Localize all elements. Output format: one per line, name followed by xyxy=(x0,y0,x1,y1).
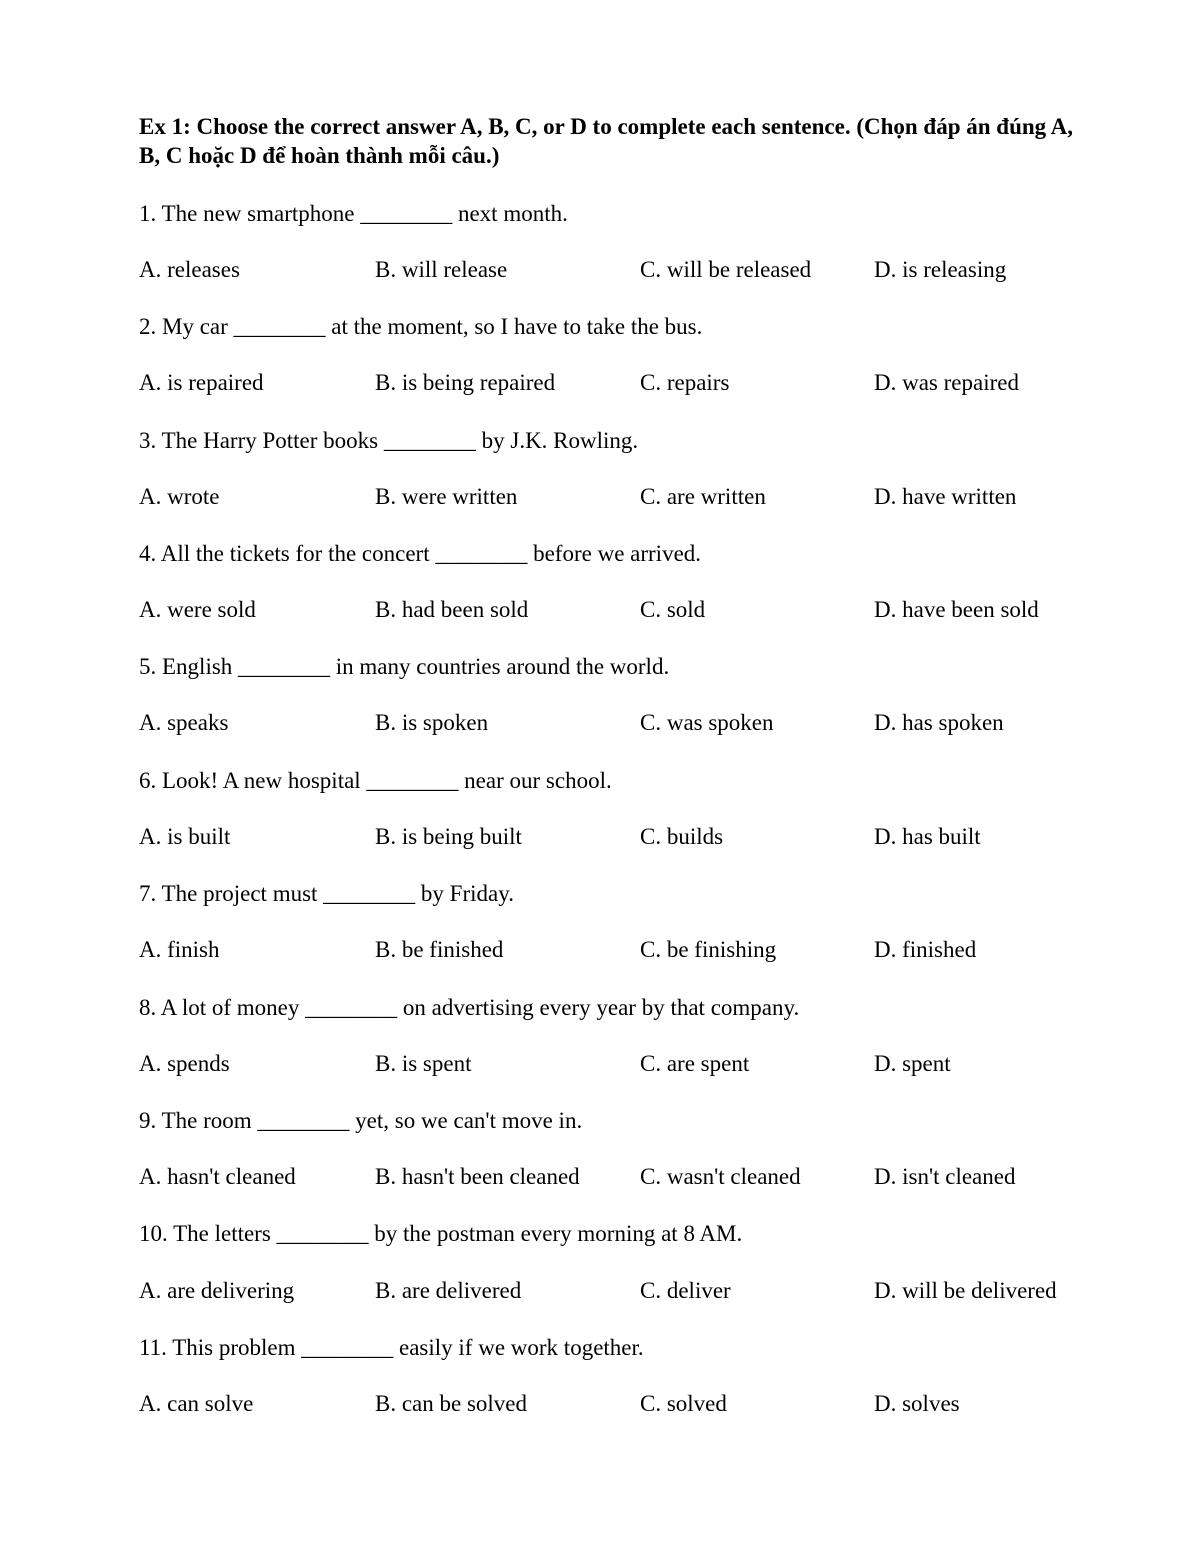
question-7: 7. The project must ________ by Friday. xyxy=(139,881,514,906)
question-9-option-d: D. isn't cleaned xyxy=(874,1164,1016,1189)
question-8-options xyxy=(139,1050,1099,1078)
question-10-option-d: D. will be delivered xyxy=(874,1278,1057,1303)
question-6: 6. Look! A new hospital ________ near our school. xyxy=(139,768,612,793)
question-5-options xyxy=(139,709,1099,737)
question-2-option-c: C. repairs xyxy=(640,370,730,395)
question-11-option-c: C. solved xyxy=(640,1391,727,1416)
question-7-option-b: B. be finished xyxy=(375,937,504,962)
question-6-option-a: A. is built xyxy=(139,824,231,849)
question-8-option-b: B. is spent xyxy=(375,1051,472,1076)
question-1-option-b: B. will release xyxy=(375,257,508,282)
question-11-option-d: D. solves xyxy=(874,1391,960,1416)
question-8-option-d: D. spent xyxy=(874,1051,951,1076)
question-10: 10. The letters ________ by the postman every morning at 8 AM. xyxy=(139,1221,743,1246)
question-5-option-d: D. has spoken xyxy=(874,710,1004,735)
question-4: 4. All the tickets for the concert ________ before we arrived. xyxy=(139,541,702,566)
question-4-option-a: A. were sold xyxy=(139,597,256,622)
question-5-option-b: B. is spoken xyxy=(375,710,489,735)
question-2-option-d: D. was repaired xyxy=(874,370,1019,395)
question-3-option-c: C. are written xyxy=(640,484,766,509)
question-9-option-a: A. hasn't cleaned xyxy=(139,1164,296,1189)
question-1-option-c: C. will be released xyxy=(640,257,812,282)
question-8-option-a: A. spends xyxy=(139,1051,230,1076)
exercise-title: Ex 1: Choose the correct answer A, B, C, or D to complete each sentence. (Chọn đáp án đúng A, B, C hoặc D để hoàn thành mỗi câu.) xyxy=(139,114,1074,168)
question-11: 11. This problem ________ easily if we work together. xyxy=(139,1335,644,1360)
question-2-option-a: A. is repaired xyxy=(139,370,264,395)
question-5: 5. English ________ in many countries around the world. xyxy=(139,654,670,679)
question-9-options xyxy=(139,1163,1099,1191)
question-10-options xyxy=(139,1277,1099,1305)
question-10-option-c: C. deliver xyxy=(640,1278,731,1303)
question-4-option-b: B. had been sold xyxy=(375,597,529,622)
question-11-option-b: B. can be solved xyxy=(375,1391,528,1416)
question-4-option-d: D. have been sold xyxy=(874,597,1039,622)
question-2-options xyxy=(139,369,1099,397)
question-7-option-d: D. finished xyxy=(874,937,977,962)
question-4-options xyxy=(139,596,1099,624)
question-6-option-c: C. builds xyxy=(640,824,724,849)
question-5-option-c: C. was spoken xyxy=(640,710,774,735)
question-6-option-d: D. has built xyxy=(874,824,981,849)
question-3-option-a: A. wrote xyxy=(139,484,220,509)
question-7-option-c: C. be finishing xyxy=(640,937,777,962)
question-8: 8. A lot of money ________ on advertising every year by that company. xyxy=(139,995,800,1020)
question-1: 1. The new smartphone ________ next month. xyxy=(139,201,568,226)
question-4-option-c: C. sold xyxy=(640,597,706,622)
question-1-option-a: A. releases xyxy=(139,257,240,282)
question-3-option-b: B. were written xyxy=(375,484,518,509)
question-7-option-a: A. finish xyxy=(139,937,220,962)
question-2-option-b: B. is being repaired xyxy=(375,370,556,395)
question-11-options xyxy=(139,1390,1099,1418)
question-9-option-b: B. hasn't been cleaned xyxy=(375,1164,580,1189)
question-8-option-c: C. are spent xyxy=(640,1051,750,1076)
question-11-option-a: A. can solve xyxy=(139,1391,254,1416)
question-6-options xyxy=(139,823,1099,851)
question-1-options xyxy=(139,256,1099,284)
question-9-option-c: C. wasn't cleaned xyxy=(640,1164,801,1189)
question-3-options xyxy=(139,483,1099,511)
question-2: 2. My car ________ at the moment, so I have to take the bus. xyxy=(139,314,703,339)
question-10-option-b: B. are delivered xyxy=(375,1278,522,1303)
question-6-option-b: B. is being built xyxy=(375,824,522,849)
question-10-option-a: A. are delivering xyxy=(139,1278,295,1303)
question-1-option-d: D. is releasing xyxy=(874,257,1007,282)
question-5-option-a: A. speaks xyxy=(139,710,229,735)
question-3: 3. The Harry Potter books ________ by J.K. Rowling. xyxy=(139,428,639,453)
question-9: 9. The room ________ yet, so we can't move in. xyxy=(139,1108,583,1133)
question-7-options xyxy=(139,936,1099,964)
question-3-option-d: D. have written xyxy=(874,484,1017,509)
